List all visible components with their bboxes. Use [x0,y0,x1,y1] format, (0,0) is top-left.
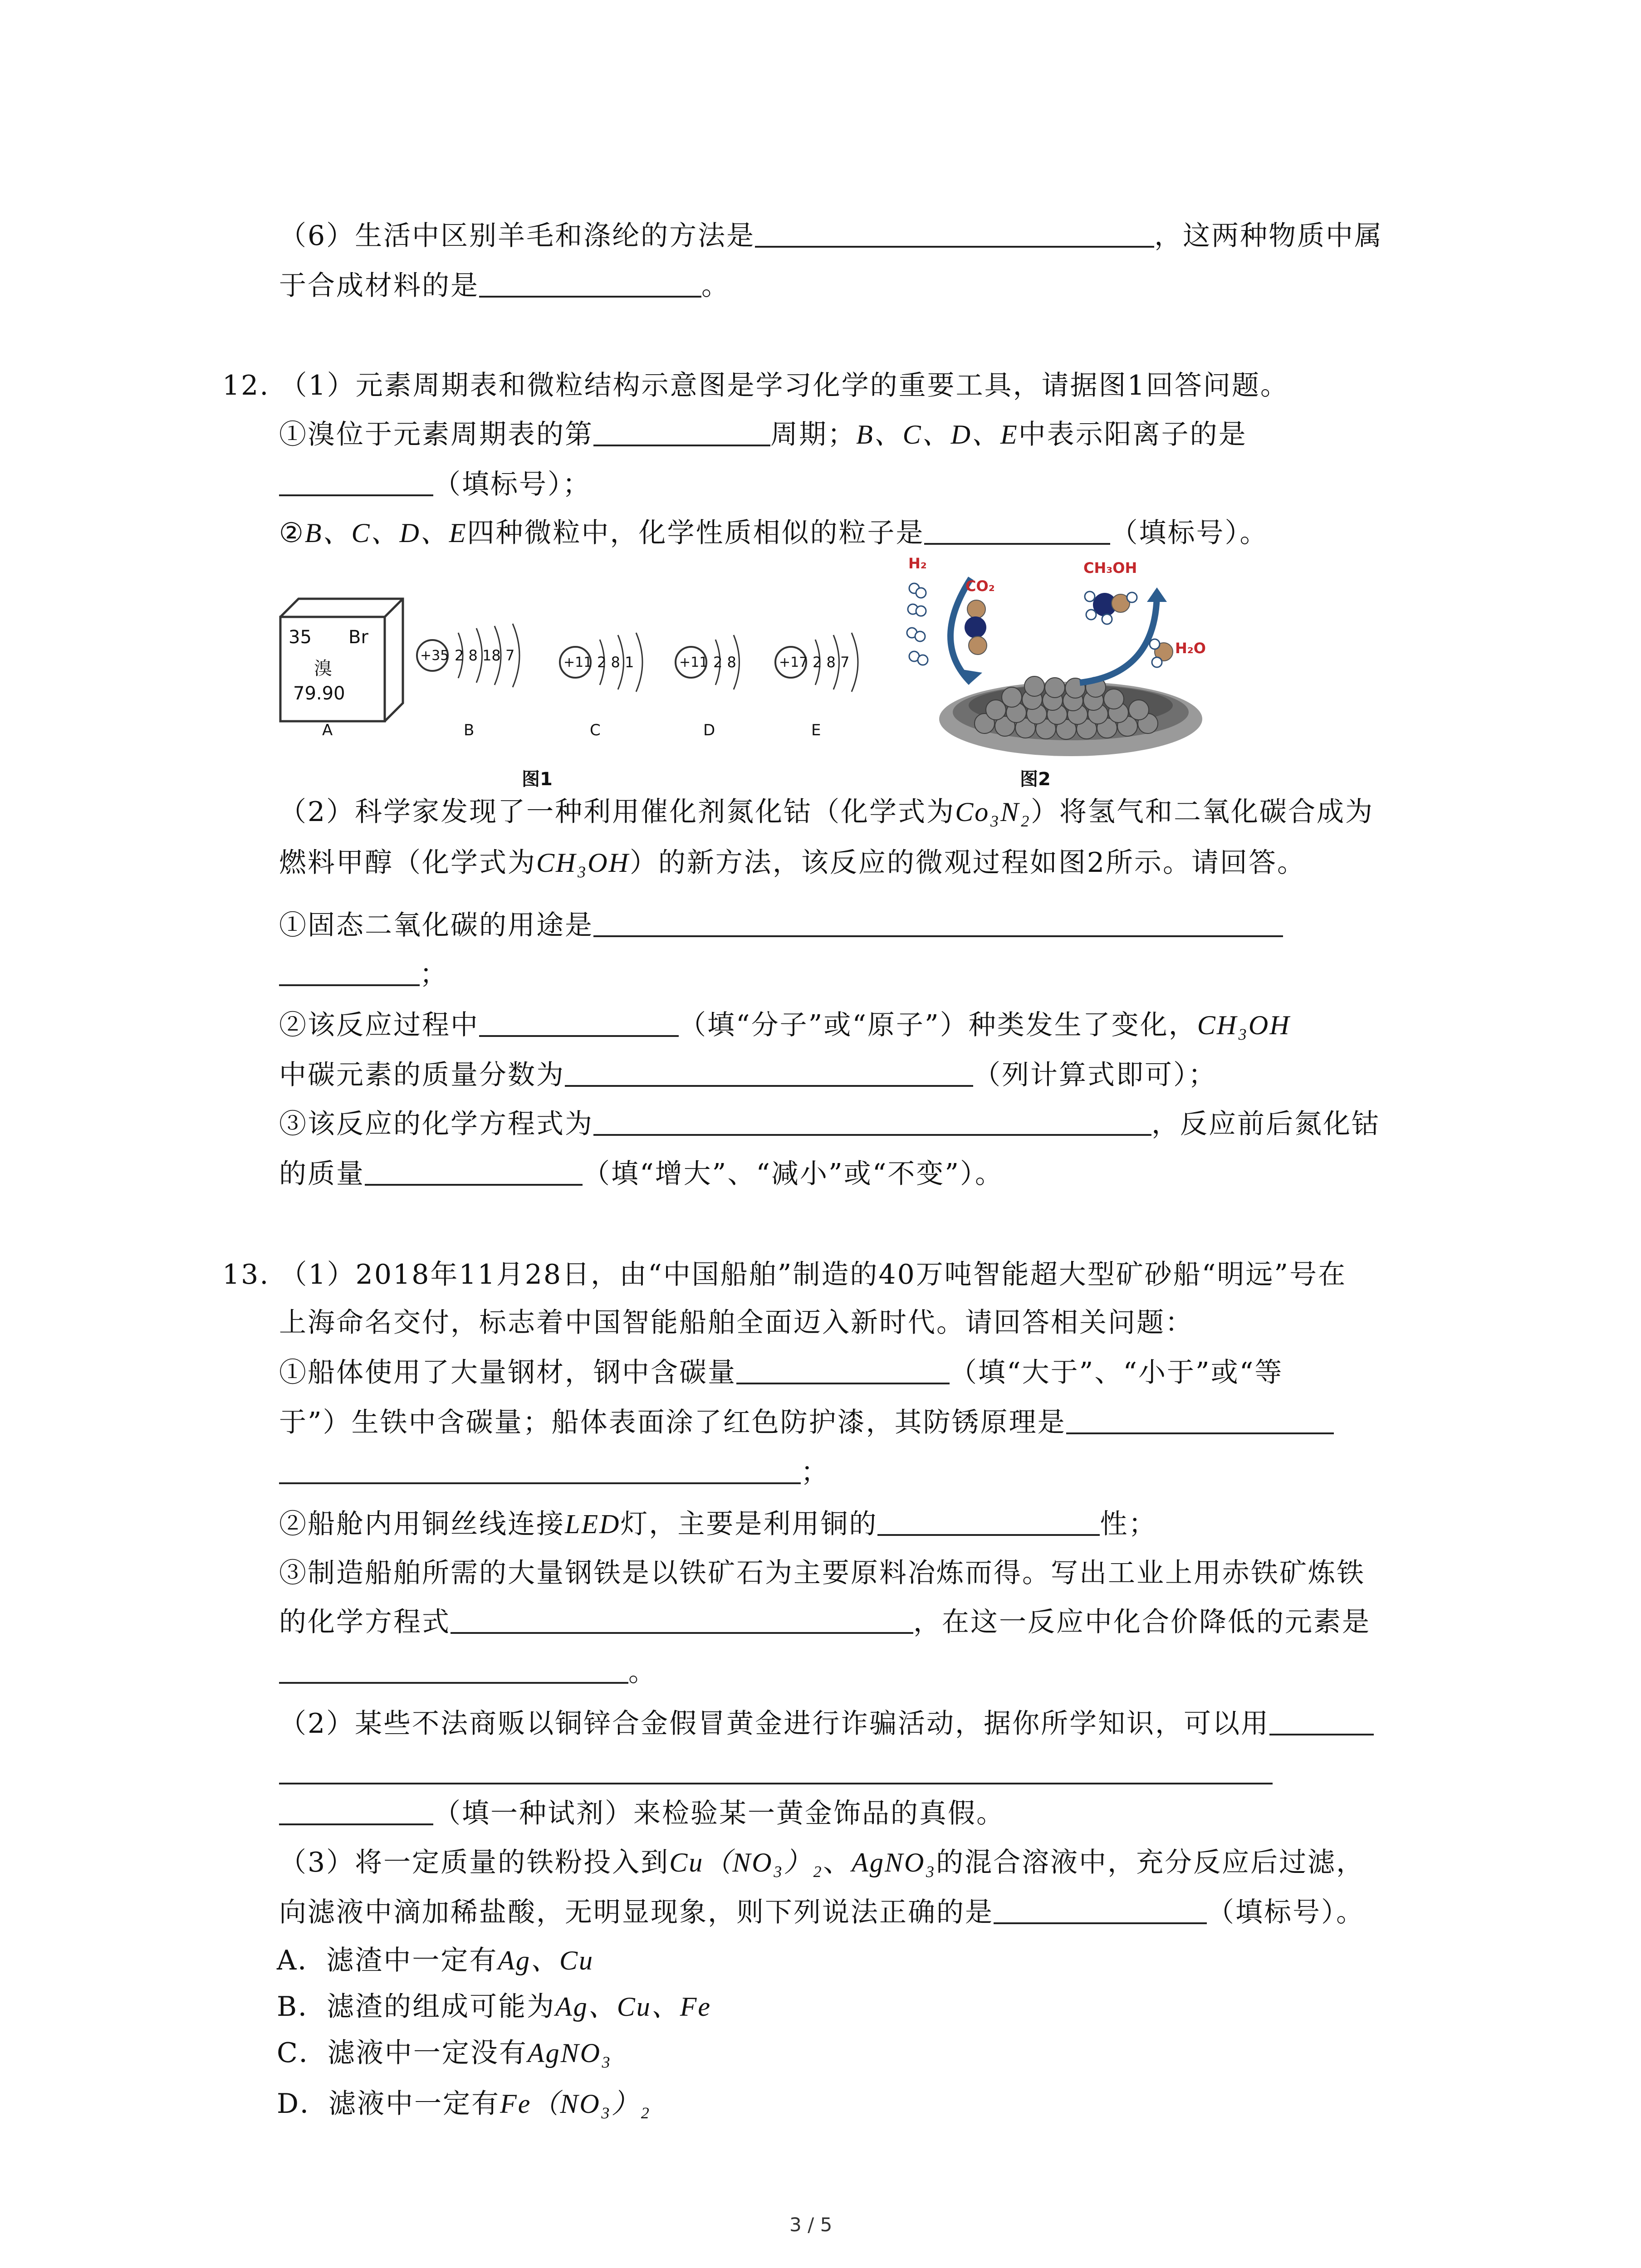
q12-part2-line2: 燃料甲醇（化学式为CH₃OH）的新方法，该反应的微观过程如图2所示。请回答。 [279,847,1306,879]
q13-part3-line: （3）将一定质量的铁粉投入到Cu（NO₃）₂、AgNO₃的混合溶液中，充分反应后过滤， [279,1847,1365,1878]
q13-q2-line: ②船舱内用铜丝线连接LED灯，主要是利用铜的 性； [279,1508,1157,1540]
answer-blank[interactable] [279,1798,433,1825]
figure-1 [277,590,880,780]
shells-b: 2 8 18 7 [455,647,515,664]
element-mass: 79.90 [293,683,345,704]
q12-part2-line1: （2）科学家发现了一种利用催化剂氮化钴（化学式为Co₃N₂）将氢气和二氧化碳合成为 [279,796,1374,828]
answer-blank[interactable] [279,959,420,986]
q13-q3-line2: 的化学方程式 ，在这一反应中化合价降低的元素是 [279,1606,1371,1638]
q11-part6-line1: （6）生活中区别羊毛和涤纶的方法是 ，这两种物质中属 [279,220,1383,252]
q12-part2-q2: ②该反应过程中 （填“分子”或“原子”）种类发生了变化，CH₃OH [279,1009,1291,1041]
answer-blank[interactable] [279,1783,1273,1784]
option-a[interactable]: A．滤渣中一定有Ag、Cu [277,1945,594,1976]
question-13-line1: 13. （1）2018年11月28日，由“中国船舶”制造的40万吨智能超大型矿砂船“明远”号在 [222,1259,1347,1290]
q13-line2: 上海命名交付，标志着中国智能船舶全面迈入新时代。请回答相关问题： [279,1307,1194,1339]
element-symbol: Br [348,627,368,648]
answer-blank[interactable] [479,270,701,298]
ch3oh-molecule [1085,591,1137,624]
figure-1-svg [277,590,880,780]
label-d: D [703,721,715,739]
q12-part2-q1-cont: ； [279,956,448,992]
q13-part2-line: （2）某些不法商贩以铜锌合金假冒黄金进行诈骗活动，据你所学知识，可以用 [279,1706,1374,1742]
q12-2-line: ②B、C、D、E四种微粒中，化学性质相似的粒子是 （填标号）。 [279,517,1269,549]
label-co2: CO₂ [965,577,995,595]
question-12-line1: 12. （1）元素周期表和微粒结构示意图是学习化学的重要工具，请据图1回答问题。 [222,370,1289,401]
label-ch3oh: CH₃OH [1083,559,1137,577]
label-c: C [590,721,601,739]
q12-1-line2: （填标号）； [279,466,591,503]
option-d[interactable]: D．滤液中一定有Fe（NO₃）₂ [277,2088,651,2120]
answer-blank[interactable] [736,1357,950,1384]
h2-molecules [907,583,928,665]
label-b: B [464,721,475,739]
page-number: 3 / 5 [789,2214,833,2236]
nucleus-c: +11 [563,655,593,670]
answer-blank[interactable] [279,1457,801,1484]
label-e: E [811,721,821,739]
nucleus-e: +17 [779,655,808,670]
label-h2: H₂ [908,555,927,572]
option-b[interactable]: B．滤渣的组成可能为Ag、Cu、Fe [277,1991,712,2023]
label-h2o: H₂O [1175,640,1206,657]
answer-blank[interactable] [279,1657,628,1684]
answer-blank[interactable] [279,469,433,496]
answer-blank[interactable] [479,1010,679,1037]
answer-blank[interactable] [593,1109,1151,1136]
answer-blank[interactable] [924,518,1110,545]
figure-2-caption: 图2 [1020,769,1051,790]
label-a: A [322,721,333,739]
q12-part2-q3: ③该反应的化学方程式为 ，反应前后氮化钴 [279,1108,1380,1140]
catalyst-surface [939,676,1202,756]
element-name: 溴 [314,658,332,679]
shells-c: 2 8 1 [597,654,634,671]
q12-part2-q1: ①固态二氧化碳的用途是 [279,907,1283,943]
nucleus-b: +35 [420,648,449,664]
q13-q3-line: ③制造船舶所需的大量钢铁是以铁矿石为主要原料冶炼而得。写出工业上用赤铁矿炼铁 [279,1557,1365,1589]
q13-q1-line2: 于”）生铁中含碳量；船体表面涂了红色防护漆，其防锈原理是 [279,1404,1334,1441]
nucleus-d: +11 [679,655,708,670]
q13-part3-line2: 向滤液中滴加稀盐酸，无明显现象，则下列说法正确的是 （填标号）。 [279,1897,1365,1928]
q13-part2-line2: （填一种试剂）来检验某一黄金饰品的真假。 [279,1795,1005,1832]
answer-blank[interactable] [593,419,770,446]
answer-blank[interactable] [1066,1407,1334,1434]
answer-blank[interactable] [994,1897,1207,1924]
q13-q1-line3: ； [279,1454,829,1491]
q12-1-line: ①溴位于元素周期表的第 周期；B、C、D、E中表示阳离子的是 [279,419,1247,450]
shells-d: 2 8 [713,654,736,671]
q11-part6-line2: 于合成材料的是 。 [279,270,730,302]
answer-blank[interactable] [365,1158,583,1186]
figure-2 [903,551,1230,760]
answer-blank[interactable] [877,1509,1100,1536]
q13-q1-line: ①船体使用了大量钢材，钢中含碳量 （填“大于”、“小于”或“等 [279,1357,1283,1388]
element-number: 35 [289,627,312,648]
figure-1-caption: 图1 [522,769,553,790]
answer-blank[interactable] [451,1607,913,1634]
co2-molecule [965,600,987,655]
q12-part2-q2-cont: 中碳元素的质量分数为 （列计算式即可）； [279,1059,1217,1091]
answer-blank[interactable] [565,1060,973,1087]
answer-blank[interactable] [1269,1708,1374,1735]
h2o-molecule [1150,639,1173,667]
shells-e: 2 8 7 [813,654,850,671]
q12-part2-q3-cont: 的质量 （填“增大”、“减小”或“不变”）。 [279,1158,1004,1190]
option-c[interactable]: C．滤液中一定没有AgNO₃ [277,2037,612,2069]
answer-blank[interactable] [593,910,1283,937]
q13-q3-line3: 。 [279,1654,657,1690]
answer-blank[interactable] [755,220,1154,248]
